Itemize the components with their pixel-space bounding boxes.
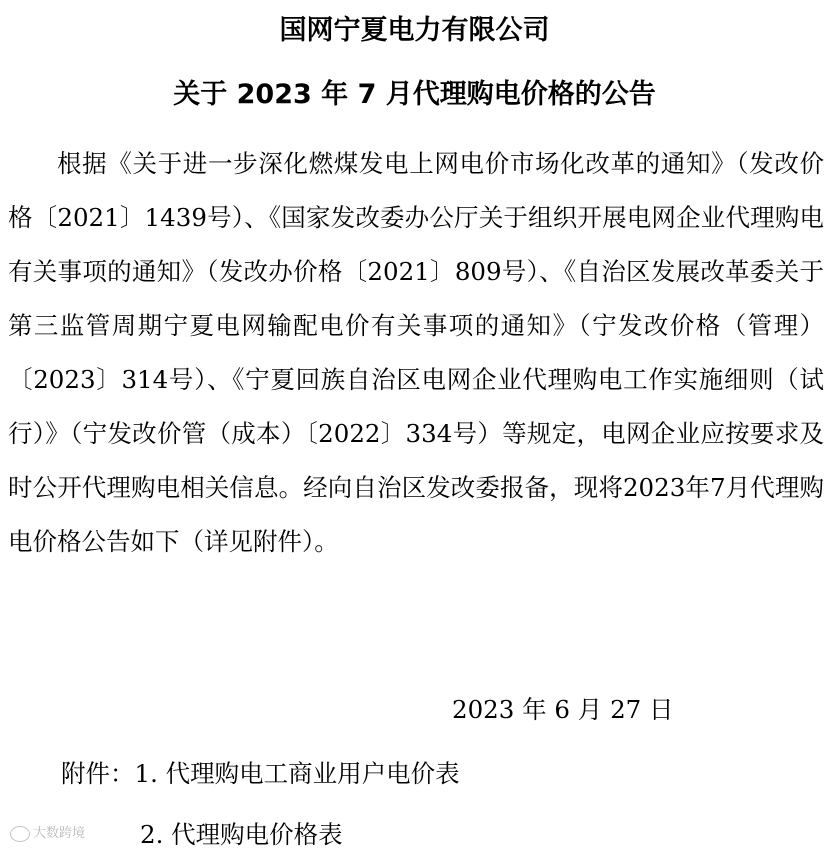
attachment-item-2: 2. 代理购电价格表 [140,820,343,849]
watermark-text: 大数跨境 [33,826,86,841]
watermark [10,822,85,842]
document-body-paragraph: 根据《关于进一步深化燃煤发电上网电价市场化改革的通知》（发改价格〔2021〕1439号）、《国家发改委办公厅关于组织开展电网企业代理购电有关事项的通知》（发改办价格〔2021〕809号）、《自治区发展改革委关于第三监管周期宁夏电网输配电价有关事项的通知》（宁发改价格（管理）〔2023〕314号）、《宁夏回族自治区电网企业代理购电工作实施细则（试行）》（宁发改价管（成本）〔2022〕334号）等规定，电网企业应按要求及时公开代理购电相关信息。经向自治区发改委报备，现将2023年7月代理购电价格公告如下（详见附件）。 [8,149,824,556]
document-date: 2023 年 6 月 27 日 [452,695,674,724]
attachment-item-1: 附件：1. 代理购电工商业用户电价表 [61,759,460,788]
logo-icon [10,826,30,842]
document-title-subject: 关于 2023 年 7 月代理购电价格的公告 [173,79,656,110]
document-title-org: 国网宁夏电力有限公司 [279,15,550,46]
